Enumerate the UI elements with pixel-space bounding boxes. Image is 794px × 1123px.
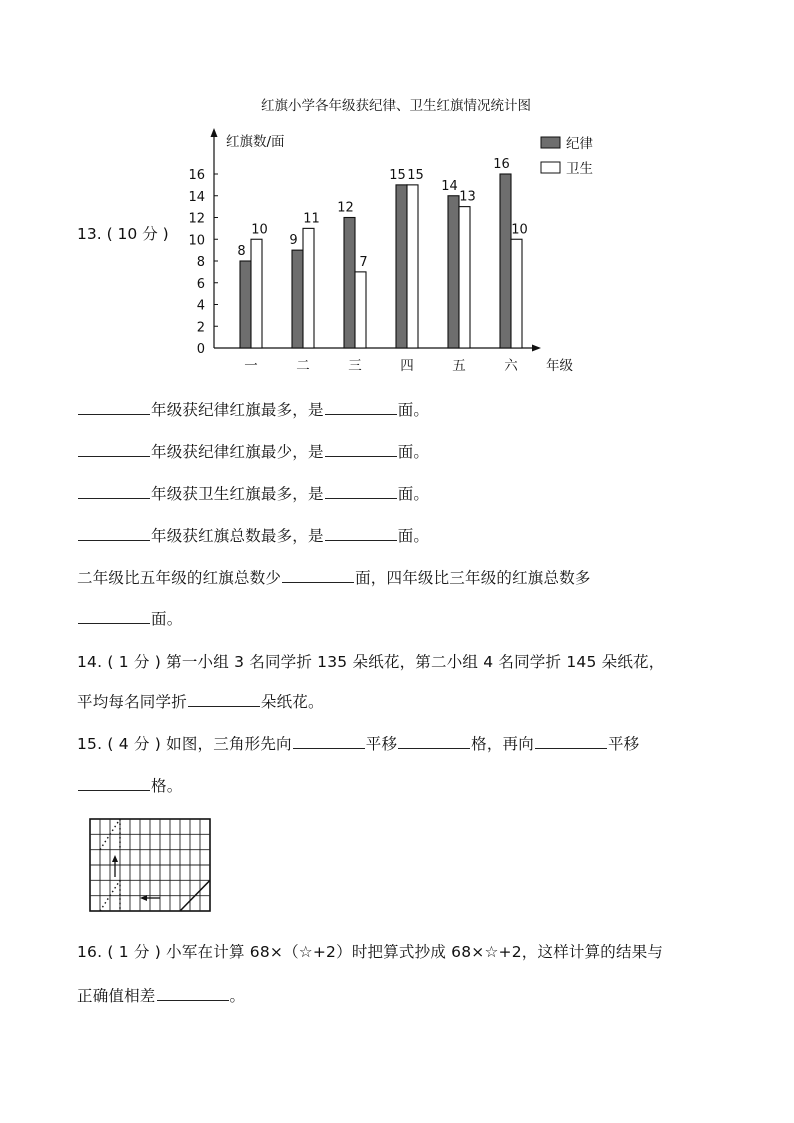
- translation-grid-figure: [86, 815, 214, 915]
- q13-line-6: [77, 607, 182, 629]
- chart-title: 红旗小学各年级获纪律、卫生红旗情况统计图: [261, 98, 531, 114]
- y-tick-label: 4: [196, 298, 205, 314]
- answer-blank[interactable]: [78, 609, 150, 624]
- data-label: 16: [493, 157, 510, 172]
- q14-line-2-text: 平均每名同学折: [77, 693, 187, 711]
- q13-line-5-text-a: 二年级比五年级的红旗总数少: [77, 569, 282, 587]
- bar-discipline-2: [292, 250, 303, 348]
- bar-hygiene-2: [303, 228, 314, 348]
- answer-blank[interactable]: [78, 400, 150, 415]
- q13-line-3-text: 年级获卫生红旗最多，是: [151, 485, 324, 503]
- legend-label-hygiene: 卫生: [566, 161, 593, 177]
- x-tick-label: 四: [400, 358, 414, 374]
- y-tick-label: 6: [196, 276, 205, 292]
- q15-line-1: [77, 732, 639, 754]
- y-tick-label: 10: [188, 233, 205, 249]
- q15-text-d: 平移: [607, 735, 640, 753]
- y-tick-label: 14: [188, 189, 205, 205]
- q13-line-4-end: 面。: [397, 527, 430, 545]
- data-label: 15: [389, 167, 406, 183]
- data-label: 11: [303, 211, 320, 227]
- q14-line-1: 14. ( 1 分 ) 第一小组 3 名同学折 135 朵纸花，第二小组 4 名同学折 145 朵纸花，: [77, 653, 665, 671]
- bar-chart: [0, 0, 794, 390]
- q15-line-2-end: 格。: [151, 777, 183, 795]
- bar-hygiene-1: [251, 239, 262, 348]
- y-tick-label: 12: [188, 211, 205, 227]
- x-axis-label: 年级: [546, 358, 573, 374]
- x-tick-label: 二: [296, 358, 310, 374]
- q13-line-5-text-b: 面，四年级比三年级的红旗总数多: [355, 569, 591, 587]
- y-axis-arrow-icon: [211, 128, 218, 137]
- data-label: 14: [441, 178, 458, 194]
- q13-line-6-end: 面。: [151, 610, 183, 628]
- q16-line-2-end: 。: [229, 987, 246, 1005]
- x-tick-label: 六: [504, 358, 518, 374]
- x-axis-arrow-icon: [532, 345, 541, 352]
- q13-line-3-end: 面。: [397, 485, 430, 503]
- bar-discipline-6: [500, 174, 511, 348]
- q14-line-2: [77, 690, 324, 712]
- data-label: 8: [237, 244, 246, 259]
- q15-text-a: 15. ( 4 分 ) 如图，三角形先向: [77, 735, 292, 753]
- q15-text-c: 格，再向: [471, 735, 534, 753]
- answer-blank[interactable]: [282, 568, 354, 583]
- answer-blank[interactable]: [78, 442, 150, 457]
- answer-blank[interactable]: [325, 484, 397, 499]
- answer-blank[interactable]: [78, 776, 150, 791]
- answer-blank[interactable]: [325, 400, 397, 415]
- data-label: 10: [511, 222, 528, 238]
- y-tick-label: 0: [196, 342, 205, 357]
- bar-discipline-3: [344, 218, 355, 349]
- x-tick-label: 三: [348, 358, 362, 374]
- q16-line-1: 16. ( 1 分 ) 小军在计算 68×（☆+2）时把算式抄成 68×☆+2，这样计算的结果与: [77, 943, 664, 961]
- q13-line-2-end: 面。: [397, 443, 430, 461]
- bar-discipline-4: [396, 185, 407, 348]
- answer-blank[interactable]: [325, 442, 397, 457]
- answer-blank[interactable]: [78, 484, 150, 499]
- data-label: 13: [459, 189, 476, 205]
- q14-line-2-end: 朵纸花。: [260, 693, 324, 711]
- q13-line-2: [77, 440, 429, 462]
- legend-swatch-hygiene: [541, 162, 560, 173]
- data-label: 7: [359, 254, 368, 270]
- y-tick-label: 8: [196, 255, 205, 270]
- data-label: 15: [407, 167, 424, 183]
- data-label: 9: [289, 233, 298, 249]
- question-13-number: 13. ( 10 分 ): [77, 225, 169, 243]
- y-axis-label: 红旗数/面: [226, 134, 285, 150]
- y-tick-label: 2: [196, 320, 205, 336]
- legend-swatch-discipline: [541, 137, 560, 148]
- q16-line-2: [77, 984, 245, 1006]
- bar-hygiene-3: [355, 272, 366, 348]
- q13-line-5: [77, 566, 591, 588]
- answer-blank[interactable]: [535, 734, 607, 749]
- bar-discipline-1: [240, 261, 251, 348]
- data-label: 12: [337, 200, 354, 216]
- q13-line-4: [77, 524, 429, 546]
- y-tick-label: 16: [188, 168, 205, 183]
- legend-label-discipline: 纪律: [566, 136, 593, 152]
- answer-blank[interactable]: [293, 734, 365, 749]
- arrow-up-icon: [112, 855, 118, 877]
- bar-hygiene-4: [407, 185, 418, 348]
- q15-line-2: [77, 774, 182, 796]
- q13-line-1-end: 面。: [397, 401, 430, 419]
- answer-blank[interactable]: [325, 526, 397, 541]
- bar-discipline-5: [448, 196, 459, 348]
- q15-text-b: 平移: [365, 735, 398, 753]
- x-tick-label: 一: [244, 358, 258, 374]
- answer-blank[interactable]: [157, 986, 229, 1001]
- q13-line-1-text: 年级获纪律红旗最多，是: [151, 401, 324, 419]
- grid-lines: [90, 819, 210, 911]
- q16-line-2-text: 正确值相差: [77, 987, 156, 1005]
- q13-line-1: [77, 398, 429, 420]
- data-label: 10: [251, 222, 268, 238]
- bar-hygiene-5: [459, 207, 470, 348]
- answer-blank[interactable]: [398, 734, 470, 749]
- q13-line-3: [77, 482, 429, 504]
- q13-line-4-text: 年级获红旗总数最多，是: [151, 527, 324, 545]
- answer-blank[interactable]: [78, 526, 150, 541]
- bar-hygiene-6: [511, 239, 522, 348]
- q13-line-2-text: 年级获纪律红旗最少，是: [151, 443, 324, 461]
- answer-blank[interactable]: [188, 692, 260, 707]
- x-tick-label: 五: [452, 358, 466, 374]
